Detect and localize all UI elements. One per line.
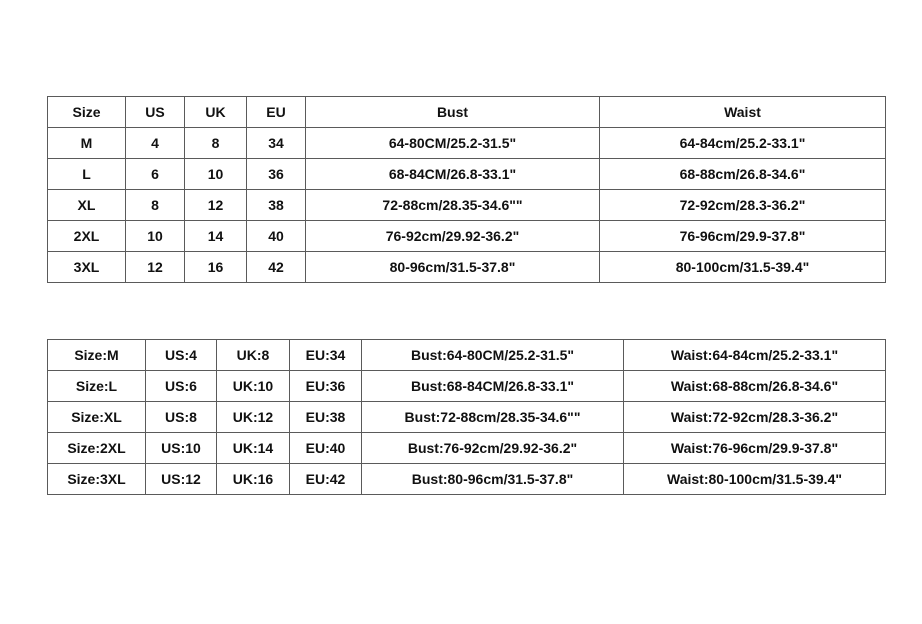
cell-eu: EU:38 <box>290 402 362 433</box>
cell-size: 2XL <box>48 221 126 252</box>
table-header-row <box>48 97 886 128</box>
cell-eu: EU:42 <box>290 464 362 495</box>
cell-us: 6 <box>126 159 185 190</box>
cell-eu: EU:36 <box>290 371 362 402</box>
cell-eu: EU:34 <box>290 340 362 371</box>
size-chart-table <box>47 96 886 283</box>
table-row <box>48 128 886 159</box>
cell-bust: Bust:72-88cm/28.35-34.6"" <box>362 402 624 433</box>
cell-uk: UK:16 <box>217 464 290 495</box>
cell-bust: Bust:64-80CM/25.2-31.5" <box>362 340 624 371</box>
cell-uk: UK:10 <box>217 371 290 402</box>
cell-size: M <box>48 128 126 159</box>
cell-size: XL <box>48 190 126 221</box>
cell-uk: 14 <box>185 221 247 252</box>
cell-uk: 12 <box>185 190 247 221</box>
cell-uk: UK:14 <box>217 433 290 464</box>
header-cell-eu: EU <box>247 97 306 128</box>
header-cell-waist: Waist <box>600 97 886 128</box>
cell-bust: 64-80CM/25.2-31.5" <box>306 128 600 159</box>
cell-uk: 10 <box>185 159 247 190</box>
cell-waist: Waist:68-88cm/26.8-34.6" <box>624 371 886 402</box>
cell-us: US:6 <box>146 371 217 402</box>
table-row <box>48 221 886 252</box>
header-cell-uk: UK <box>185 97 247 128</box>
table-row <box>48 159 886 190</box>
cell-waist: 80-100cm/31.5-39.4" <box>600 252 886 283</box>
table-row <box>48 402 886 433</box>
table-row <box>48 433 886 464</box>
header-cell-us: US <box>126 97 185 128</box>
cell-eu: 34 <box>247 128 306 159</box>
cell-us: 4 <box>126 128 185 159</box>
cell-size: Size:3XL <box>48 464 146 495</box>
cell-uk: UK:12 <box>217 402 290 433</box>
cell-size: Size:XL <box>48 402 146 433</box>
table-row <box>48 464 886 495</box>
cell-bust: Bust:80-96cm/31.5-37.8" <box>362 464 624 495</box>
cell-size: 3XL <box>48 252 126 283</box>
cell-us: 10 <box>126 221 185 252</box>
cell-size: Size:M <box>48 340 146 371</box>
cell-us: US:4 <box>146 340 217 371</box>
cell-uk: UK:8 <box>217 340 290 371</box>
cell-waist: 64-84cm/25.2-33.1" <box>600 128 886 159</box>
cell-bust: 68-84CM/26.8-33.1" <box>306 159 600 190</box>
cell-bust: Bust:68-84CM/26.8-33.1" <box>362 371 624 402</box>
cell-bust: Bust:76-92cm/29.92-36.2" <box>362 433 624 464</box>
cell-eu: 38 <box>247 190 306 221</box>
cell-us: US:8 <box>146 402 217 433</box>
cell-bust: 80-96cm/31.5-37.8" <box>306 252 600 283</box>
cell-uk: 16 <box>185 252 247 283</box>
cell-uk: 8 <box>185 128 247 159</box>
table-row <box>48 371 886 402</box>
table-row <box>48 190 886 221</box>
cell-waist: Waist:80-100cm/31.5-39.4" <box>624 464 886 495</box>
cell-us: US:12 <box>146 464 217 495</box>
cell-size: L <box>48 159 126 190</box>
cell-eu: 40 <box>247 221 306 252</box>
header-cell-size: Size <box>48 97 126 128</box>
cell-size: Size:2XL <box>48 433 146 464</box>
cell-us: 8 <box>126 190 185 221</box>
cell-us: US:10 <box>146 433 217 464</box>
cell-us: 12 <box>126 252 185 283</box>
cell-eu: 36 <box>247 159 306 190</box>
size-chart-labeled-table <box>47 339 886 495</box>
cell-eu: EU:40 <box>290 433 362 464</box>
header-cell-bust: Bust <box>306 97 600 128</box>
cell-waist: Waist:64-84cm/25.2-33.1" <box>624 340 886 371</box>
cell-waist: Waist:76-96cm/29.9-37.8" <box>624 433 886 464</box>
cell-eu: 42 <box>247 252 306 283</box>
cell-waist: 68-88cm/26.8-34.6" <box>600 159 886 190</box>
cell-waist: 72-92cm/28.3-36.2" <box>600 190 886 221</box>
cell-size: Size:L <box>48 371 146 402</box>
cell-bust: 72-88cm/28.35-34.6"" <box>306 190 600 221</box>
cell-waist: Waist:72-92cm/28.3-36.2" <box>624 402 886 433</box>
cell-bust: 76-92cm/29.92-36.2" <box>306 221 600 252</box>
table-row <box>48 340 886 371</box>
table-row <box>48 252 886 283</box>
cell-waist: 76-96cm/29.9-37.8" <box>600 221 886 252</box>
